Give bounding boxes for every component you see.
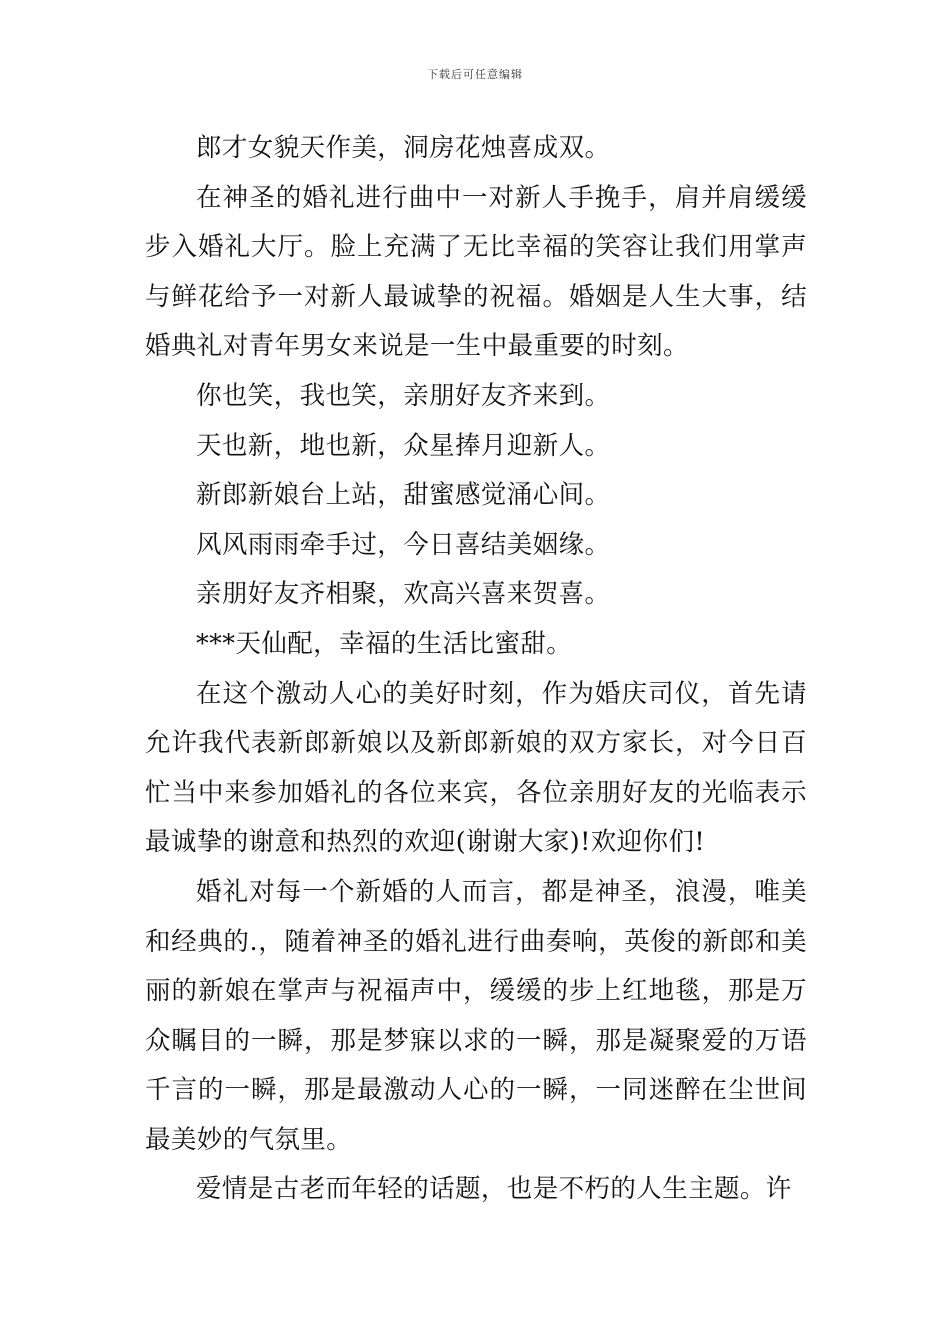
paragraph-4: 天也新，地也新，众星捧月迎新人。 [196,430,611,461]
paragraph-5: 新郎新娘台上站，甜蜜感觉涌心间。 [196,480,611,511]
paragraph-2: 在神圣的婚礼进行曲中一对新人手挽手，肩并肩缓缓步入婚礼大厅。脸上充满了无比幸福的笑容让我们用掌声与鲜花给予一对新人最诚挚的祝福。婚姻是人生大事，结婚典礼对青年男女来说是一生中最重要的时刻。 [145,182,807,362]
paragraph-11: 爱情是古老而年轻的话题，也是不朽的人生主题。许 [196,1174,792,1205]
header-note: 下载后可任意编辑 [427,68,523,81]
paragraph-9: 在这个激动人心的美好时刻，作为婚庆司仪，首先请允许我代表新郎新娘以及新郎新娘的双方家长，对今日百忙当中来参加婚礼的各位来宾，各位亲朋好友的光临表示最诚挚的谢意和热烈的欢迎(谢谢大家)!欢迎你们! [145,678,807,858]
paragraph-3: 你也笑，我也笑，亲朋好友齐来到。 [196,380,611,411]
document-body [145,124,807,1215]
paragraph-1: 郎才女貌天作美，洞房花烛喜成双。 [196,133,611,163]
paragraph-10: 婚礼对每一个新婚的人而言，都是神圣，浪漫，唯美和经典的.，随着神圣的婚礼进行曲奏响，英俊的新郎和美丽的新娘在掌声与祝福声中，缓缓的步上红地毯，那是万众瞩目的一瞬，那是梦寐以求的一瞬，那是凝聚爱的万语千言的一瞬，那是最激动人心的一瞬，一同迷醉在尘世间最美妙的气氛里。 [145,876,807,1155]
paragraph-8: ***天仙配，幸福的生活比蜜甜。 [196,628,573,659]
paragraph-6: 风风雨雨牵手过，今日喜结美姻缘。 [196,529,611,560]
paragraph-7: 亲朋好友齐相聚，欢高兴喜来贺喜。 [196,579,611,610]
